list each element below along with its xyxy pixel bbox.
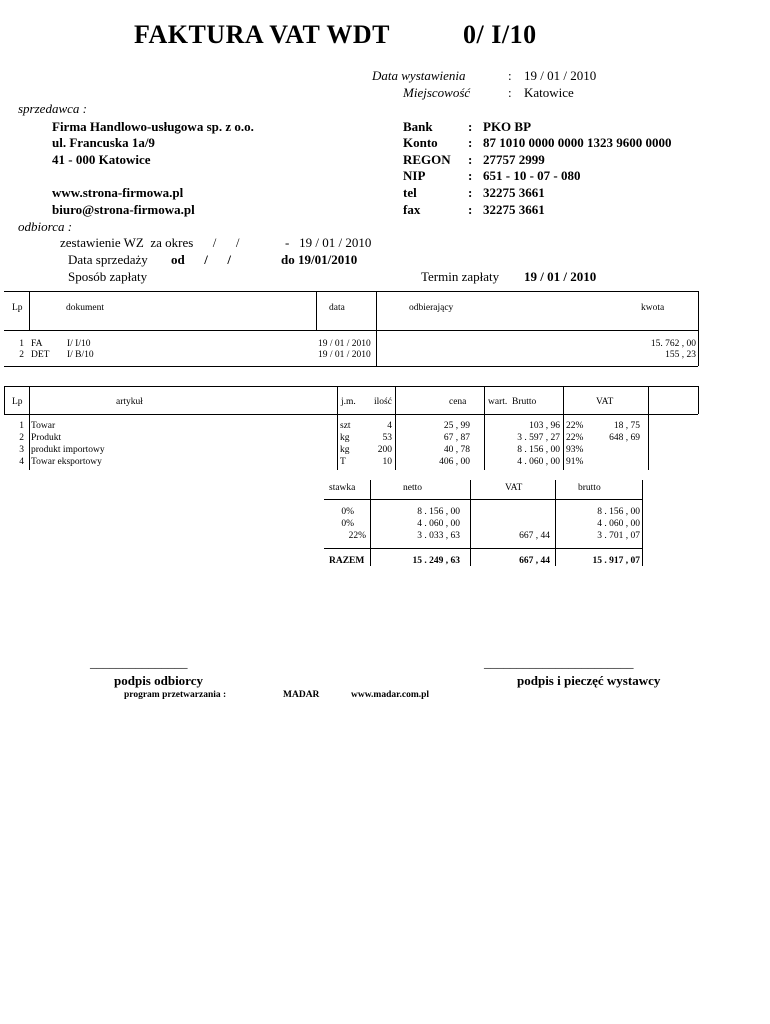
bank-label: Bank bbox=[403, 119, 433, 134]
item-gross: 3 . 597 , 27 bbox=[517, 433, 560, 443]
regon-colon: : bbox=[468, 152, 473, 167]
item-col-gross: wart. Brutto bbox=[488, 397, 537, 407]
documents-table-col-divider bbox=[698, 291, 699, 366]
item-rate: 91% bbox=[566, 457, 584, 467]
sale-date-label: Data sprzedaży bbox=[68, 252, 148, 267]
summary-net: 3 . 033 , 63 bbox=[417, 531, 460, 541]
issue-date-label: Data wystawienia bbox=[372, 68, 466, 83]
payment-due-label: Termin zapłaty bbox=[421, 269, 500, 284]
summary-vat: 667 , 44 bbox=[519, 531, 550, 541]
item-lp: 3 bbox=[19, 445, 24, 455]
issue-date-colon: : bbox=[508, 68, 512, 83]
issuer-signature-line: _______________________ bbox=[484, 655, 634, 670]
item-price: 25 , 99 bbox=[443, 421, 470, 431]
nip-colon: : bbox=[468, 168, 473, 183]
documents-table-col-divider bbox=[376, 291, 377, 366]
item-qty: 10 bbox=[382, 457, 392, 467]
summary-col-divider bbox=[555, 480, 556, 566]
account-colon: : bbox=[468, 135, 473, 150]
summary-col-vat: VAT bbox=[505, 483, 523, 493]
bank-value: PKO BP bbox=[483, 119, 532, 134]
item-price: 406 , 00 bbox=[439, 457, 470, 467]
item-col-price: cena bbox=[449, 397, 467, 407]
seller-label: sprzedawca : bbox=[18, 101, 87, 116]
program-www: www.madar.com.pl bbox=[351, 690, 430, 700]
item-col-qty: ilość bbox=[374, 397, 392, 407]
doc-number: I/ I/10 bbox=[67, 339, 91, 349]
payment-method-label: Sposób zapłaty bbox=[68, 269, 148, 284]
item-name: produkt importowy bbox=[31, 445, 105, 455]
item-lp: 1 bbox=[19, 421, 24, 431]
documents-table-header-rule bbox=[4, 330, 698, 331]
items-table-col-divider bbox=[563, 386, 564, 470]
table-row: 2 bbox=[19, 350, 24, 360]
item-rate: 93% bbox=[566, 445, 584, 455]
items-table-col-divider bbox=[4, 386, 5, 414]
regon-label: REGON bbox=[403, 152, 451, 167]
table-row: 1 bbox=[19, 339, 24, 349]
fax-colon: : bbox=[468, 202, 473, 217]
seller-street: ul. Francuska 1a/9 bbox=[52, 135, 155, 150]
summary-rate: 22% bbox=[348, 531, 366, 541]
item-price: 67 , 87 bbox=[443, 433, 470, 443]
seller-name: Firma Handlowo-usługowa sp. z o.o. bbox=[52, 119, 254, 134]
item-gross: 8 . 156 , 00 bbox=[517, 445, 560, 455]
doc-type: FA bbox=[31, 339, 43, 349]
documents-table-col-divider bbox=[316, 291, 317, 331]
sale-date-to: do 19/01/2010 bbox=[281, 252, 358, 267]
invoice-number: 0/ I/10 bbox=[463, 20, 537, 49]
item-col-lp: Lp bbox=[12, 397, 23, 407]
item-vat: 18 , 75 bbox=[613, 421, 640, 431]
total-net: 15 . 249 , 63 bbox=[412, 556, 460, 566]
items-table-col-divider bbox=[648, 386, 649, 470]
documents-table-bottom-rule bbox=[4, 366, 698, 367]
bank-colon: : bbox=[468, 119, 473, 134]
tel-value: 32275 3661 bbox=[483, 185, 545, 200]
items-table-header-rule bbox=[4, 414, 698, 415]
payment-due: 19 / 01 / 2010 bbox=[524, 269, 597, 284]
tel-colon: : bbox=[468, 185, 473, 200]
item-qty: 200 bbox=[377, 445, 392, 455]
program-label: program przetwarzania : bbox=[124, 690, 227, 700]
summary-col-net: netto bbox=[403, 483, 422, 493]
item-qty: 53 bbox=[382, 433, 392, 443]
item-unit: T bbox=[340, 457, 346, 467]
summary-net: 4 . 060 , 00 bbox=[417, 519, 460, 529]
tel-label: tel bbox=[403, 185, 417, 200]
item-col-unit: j.m. bbox=[341, 397, 356, 407]
item-name: Produkt bbox=[31, 433, 62, 443]
doc-amount: 15. 762 , 00 bbox=[650, 339, 696, 349]
item-lp: 2 bbox=[19, 433, 24, 443]
doc-col-amount: kwota bbox=[641, 303, 665, 313]
item-unit: kg bbox=[340, 445, 350, 455]
items-table-col-divider bbox=[698, 386, 699, 414]
summary-col-rate: stawka bbox=[329, 483, 356, 493]
buyer-signature-label: podpis odbiorcy bbox=[114, 673, 203, 688]
item-name: Towar eksportowy bbox=[31, 457, 102, 467]
place-colon: : bbox=[508, 85, 512, 100]
item-gross: 103 , 96 bbox=[529, 421, 560, 431]
issue-date: 19 / 01 / 2010 bbox=[524, 68, 597, 83]
nip-label: NIP bbox=[403, 168, 426, 183]
doc-col-lp: Lp bbox=[12, 303, 23, 313]
item-qty: 4 bbox=[387, 421, 392, 431]
doc-col-recipient: odbierający bbox=[409, 303, 454, 313]
summary-total-rule bbox=[324, 548, 642, 549]
summary-gross: 8 . 156 , 00 bbox=[597, 507, 640, 517]
summary-net: 8 . 156 , 00 bbox=[417, 507, 460, 517]
fax-label: fax bbox=[403, 202, 421, 217]
wz-summary-line: zestawienie WZ za okres / / - 19 / 01 / 2010 bbox=[60, 235, 372, 250]
summary-rate: 0% bbox=[341, 519, 354, 529]
seller-email: biuro@strona-firmowa.pl bbox=[52, 202, 195, 217]
sale-date-from: od / / bbox=[171, 252, 231, 267]
program-name: MADAR bbox=[283, 690, 320, 700]
place-label: Miejscowość bbox=[403, 85, 471, 100]
summary-rate: 0% bbox=[341, 507, 354, 517]
item-price: 40 , 78 bbox=[443, 445, 470, 455]
items-table-col-divider bbox=[395, 386, 396, 470]
documents-table-top-rule bbox=[4, 291, 698, 292]
item-vat: 648 , 69 bbox=[609, 433, 640, 443]
documents-table-col-divider bbox=[29, 291, 30, 331]
seller-city: 41 - 000 Katowice bbox=[52, 152, 151, 167]
nip-value: 651 - 10 - 07 - 080 bbox=[483, 168, 581, 183]
item-unit: szt bbox=[340, 421, 351, 431]
summary-header-rule bbox=[324, 499, 642, 500]
item-col-vat: VAT bbox=[596, 397, 614, 407]
summary-gross: 3 . 701 , 07 bbox=[597, 531, 640, 541]
summary-col-gross: brutto bbox=[578, 483, 601, 493]
items-table-top-rule bbox=[4, 386, 698, 387]
total-label: RAZEM bbox=[329, 556, 365, 566]
buyer-signature-line: _______________ bbox=[90, 655, 188, 670]
items-table-col-divider bbox=[337, 386, 338, 470]
fax-value: 32275 3661 bbox=[483, 202, 545, 217]
item-gross: 4 . 060 , 00 bbox=[517, 457, 560, 467]
items-table-col-divider bbox=[484, 386, 485, 470]
item-col-article: artykuł bbox=[116, 397, 143, 407]
invoice-title: FAKTURA VAT WDT bbox=[134, 20, 391, 49]
account-label: Konto bbox=[403, 135, 438, 150]
summary-col-divider bbox=[370, 480, 371, 566]
items-table-col-divider bbox=[29, 386, 30, 470]
doc-date: 19 / 01 / 2010 bbox=[318, 350, 371, 360]
doc-col-document: dokument bbox=[66, 303, 104, 313]
total-gross: 15 . 917 , 07 bbox=[592, 556, 640, 566]
summary-col-divider bbox=[642, 480, 643, 566]
buyer-label: odbiorca : bbox=[18, 219, 73, 234]
doc-date: 19 / 01 / 2010 bbox=[318, 339, 371, 349]
summary-col-divider bbox=[470, 480, 471, 566]
item-name: Towar bbox=[31, 421, 56, 431]
item-rate: 22% bbox=[566, 421, 584, 431]
place: Katowice bbox=[524, 85, 574, 100]
doc-number: I/ B/10 bbox=[67, 350, 94, 360]
doc-col-date: data bbox=[329, 303, 345, 313]
item-rate: 22% bbox=[566, 433, 584, 443]
total-vat: 667 , 44 bbox=[519, 556, 550, 566]
doc-type: DET bbox=[31, 350, 50, 360]
seller-www: www.strona-firmowa.pl bbox=[52, 185, 184, 200]
item-unit: kg bbox=[340, 433, 350, 443]
doc-amount: 155 , 23 bbox=[665, 350, 696, 360]
summary-gross: 4 . 060 , 00 bbox=[597, 519, 640, 529]
item-lp: 4 bbox=[19, 457, 24, 467]
account-value: 87 1010 0000 0000 1323 9600 0000 bbox=[483, 135, 672, 150]
issuer-signature-label: podpis i pieczęć wystawcy bbox=[517, 673, 661, 688]
regon-value: 27757 2999 bbox=[483, 152, 545, 167]
